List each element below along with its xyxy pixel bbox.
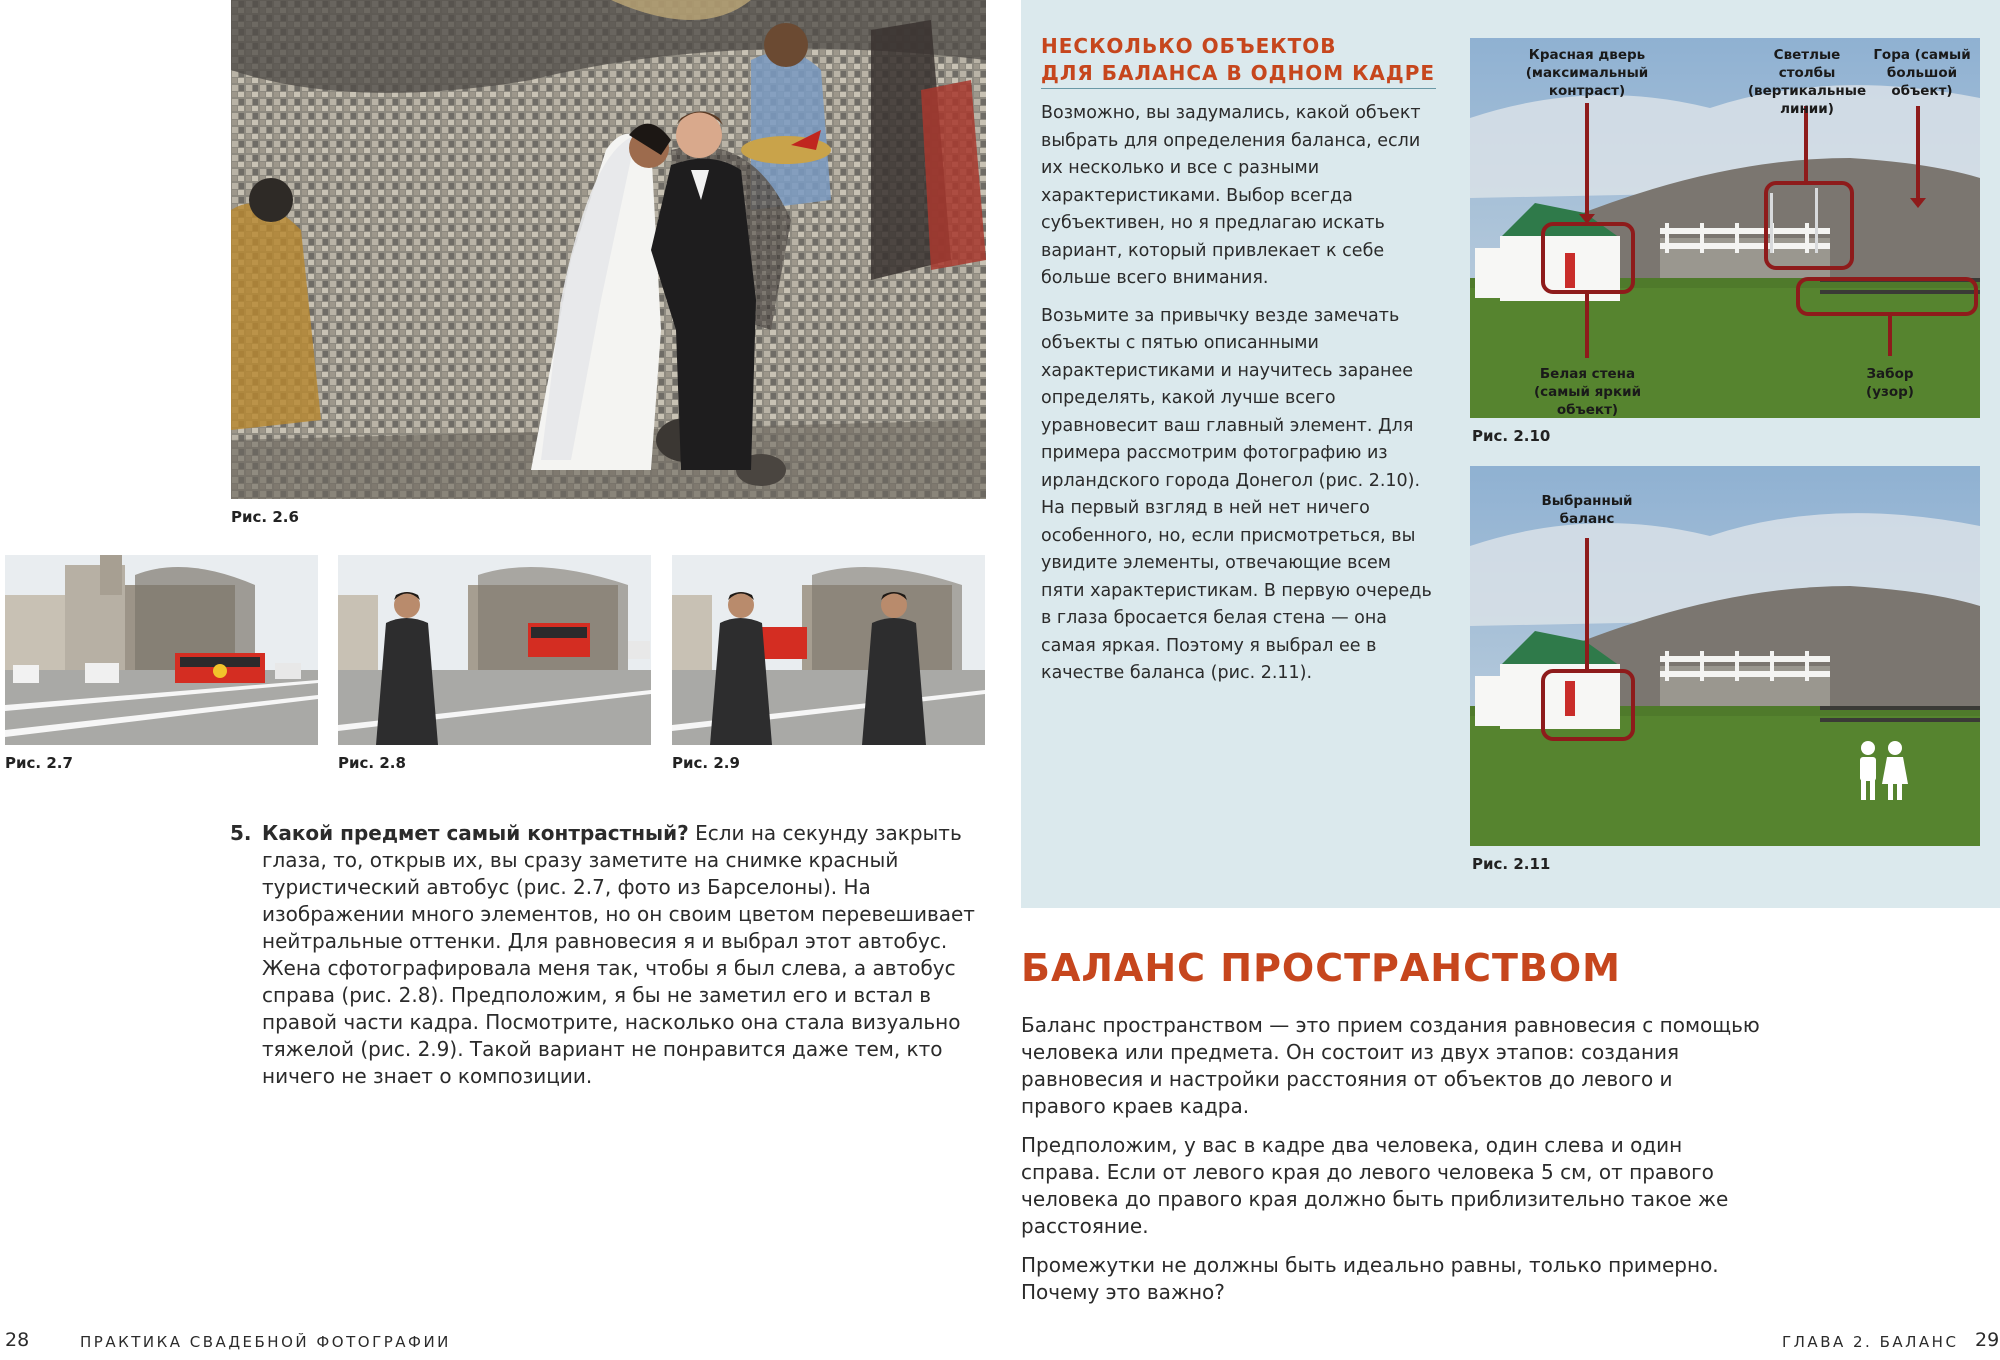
sidebar-paragraph-1: Возможно, вы задумались, какой объект выбрать для определения баланса, если их несколько и все с разными характеристиками. Выбор всегда субъективен, но я предлагаю искать вариант, который привлекает к себе больше всего внимания. xyxy=(1041,103,1421,288)
right-running-title: ГЛАВА 2. БАЛАНС xyxy=(1782,1333,1959,1351)
sidebar-divider xyxy=(1041,88,1436,89)
figure-caption-2-9: Рис. 2.9 xyxy=(672,754,740,772)
right-page-number: 29 xyxy=(1975,1329,2000,1351)
figure-caption-2-11: Рис. 2.11 xyxy=(1472,855,1551,873)
section-paragraph-2: Предположим, у вас в кадре два человека, один слева и один справа. Если от левого края до левого человека 5 см, от правого человека до правого края должно быть приблизительно такое же расстояние. xyxy=(1021,1133,1729,1238)
left-page-number: 28 xyxy=(5,1329,30,1351)
figure-caption-2-7: Рис. 2.7 xyxy=(5,754,73,772)
section-paragraph-1: Баланс пространством — это прием создания равновесия с помощью человека или предмета. Он состоит из двух этапов: создания равновесия и настройки расстояния от объектов до левого и правого краев кадра. xyxy=(1021,1013,1760,1118)
list-item-5-lead: Какой предмет самый контрастный? xyxy=(262,821,689,845)
list-item-5 xyxy=(262,820,982,1090)
sidebar-paragraph-2: Возьмите за привычку везде замечать объекты с пятью описанными характеристиками и научитесь заранее определять, какой лучше всего уравновесит ваш главный элемент. Для примера рассмотрим фотографию из ирландского города Донегол (рис. 2.10). На первый взгляд в ней нет ничего особенного, но, если присмотреться, вы увидите элементы, отвечающие всем пяти характеристикам. В первую очередь в глаза бросается белая стена — она самая яркая. Поэтому я выбрал ее в качестве баланса (рис. 2.11). xyxy=(1041,305,1432,683)
left-running-title: ПРАКТИКА СВАДЕБНОЙ ФОТОГРАФИИ xyxy=(80,1333,451,1351)
sidebar-text xyxy=(1041,100,1433,698)
annotation-white-wall: Белая стена (самый яркий объект) xyxy=(1533,366,1642,418)
figure-caption-2-6: Рис. 2.6 xyxy=(231,508,299,526)
figure-caption-2-8: Рис. 2.8 xyxy=(338,754,406,772)
annotation-fence: Забор (узор) xyxy=(1866,366,1914,400)
photo-man-left xyxy=(338,555,651,745)
photo-man-right xyxy=(672,555,985,745)
annotation-light-poles: Светлые столбы (вертикальные линии) xyxy=(1747,47,1867,117)
photo-wedding-mosaic xyxy=(231,0,986,499)
figure-caption-2-10: Рис. 2.10 xyxy=(1472,427,1551,445)
section-paragraph-3: Промежутки не должны быть идеально равны, только примерно. Почему это важно? xyxy=(1021,1253,1719,1304)
sidebar-heading xyxy=(1041,33,1436,87)
list-item-number: 5. xyxy=(230,821,252,845)
list-item-5-text: Если на секунду закрыть глаза, то, открыв их, вы сразу заметите на снимке красный туристический автобус (рис. 2.7, фото из Барселоны). На изображении много элементов, но он своим цветом перевешивает нейтральные оттенки. Для равновесия я и выбрал этот автобус. Жена сфотографировала меня так, чтобы я был слева, а автобус справа (рис. 2.8). Предположим, я бы не заметил его и встал в правой части кадра. Посмотрите, насколько она стала визуально тяжелой (рис. 2.9). Такой вариант не понравится даже тем, кто ничего не знает о композиции. xyxy=(262,821,975,1088)
sidebar-heading-line-1: НЕСКОЛЬКО ОБЪЕКТОВ xyxy=(1041,34,1337,58)
photo-street-bus xyxy=(5,555,318,745)
sidebar-heading-line-2: ДЛЯ БАЛАНСА В ОДНОМ КАДРЕ xyxy=(1041,61,1436,85)
section-body xyxy=(1021,1012,1761,1318)
annotation-selected-balance: Выбранный баланс xyxy=(1541,493,1633,527)
annotation-red-door: Красная дверь (максимальный контраст) xyxy=(1525,47,1649,99)
annotation-mountain: Гора (самый большой объект) xyxy=(1873,47,1971,99)
section-title: БАЛАНС ПРОСТРАНСТВОМ xyxy=(1021,946,1621,990)
